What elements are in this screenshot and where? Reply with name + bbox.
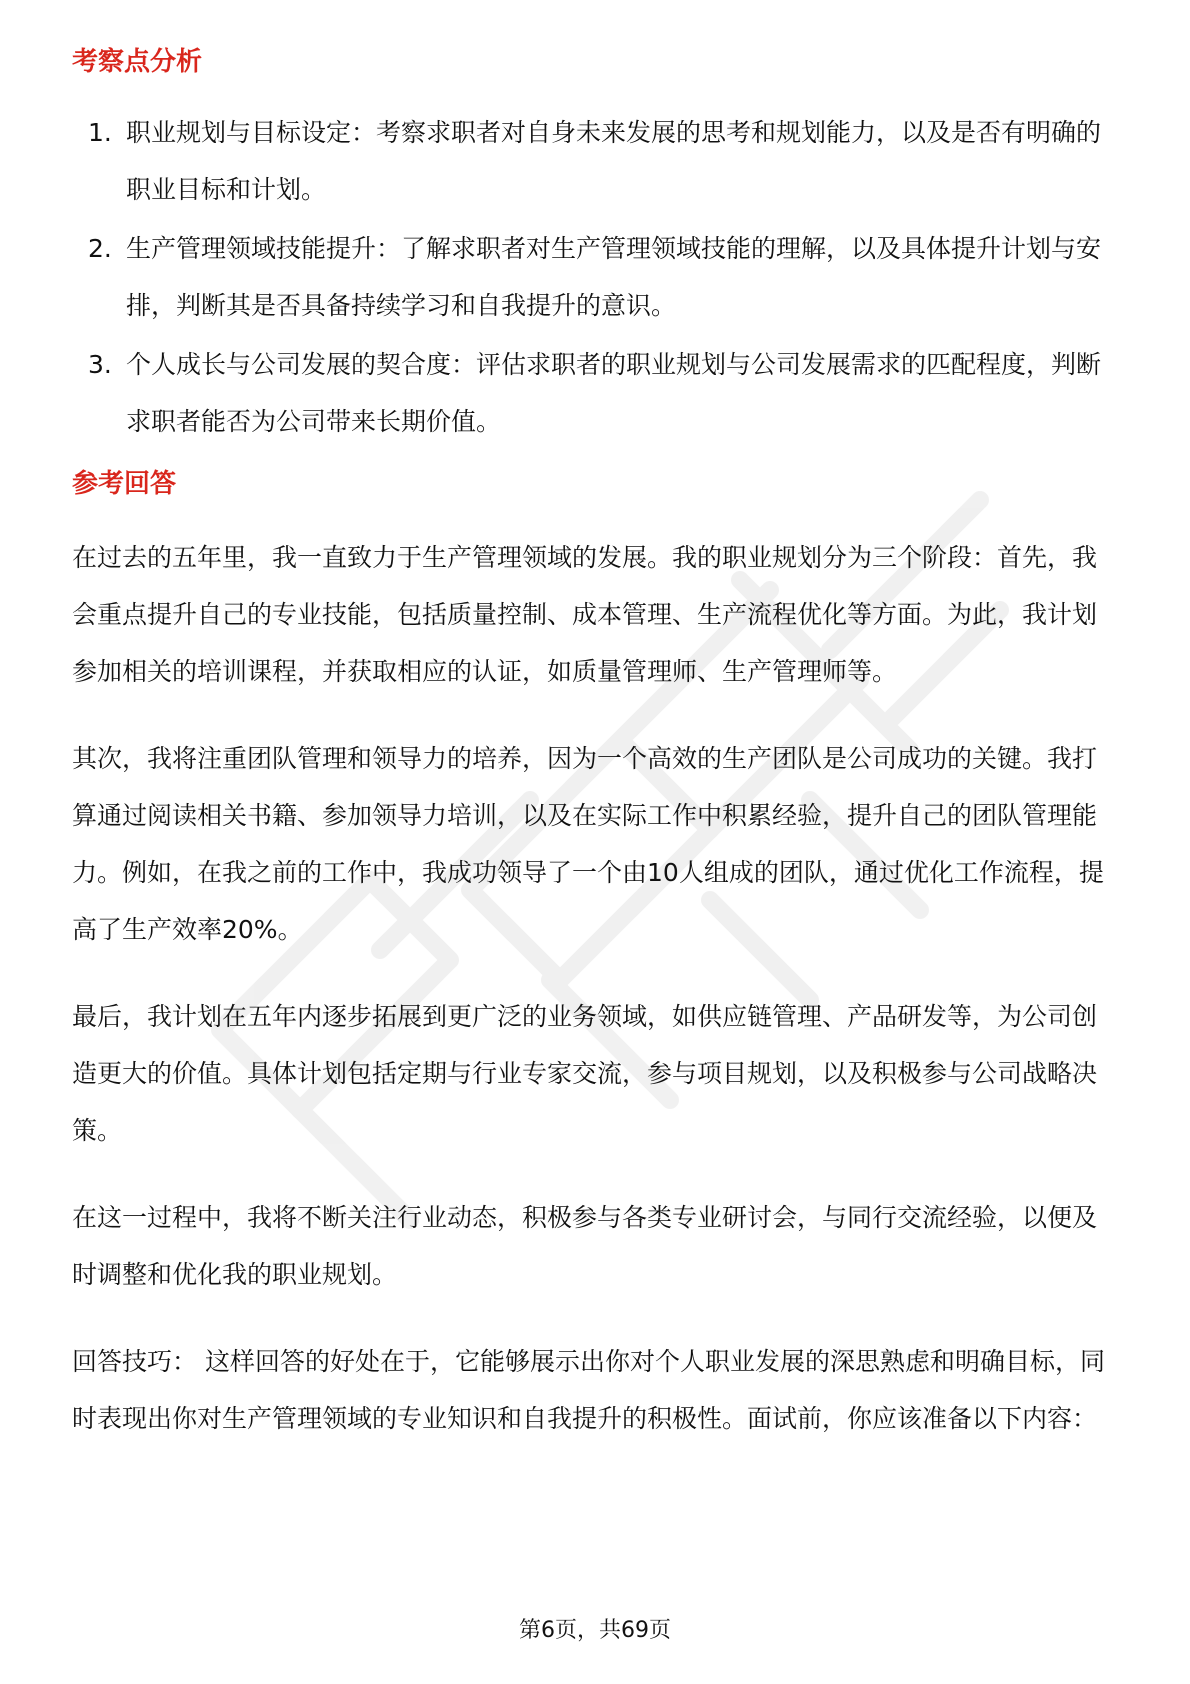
reference-paragraph: 最后，我计划在五年内逐步拓展到更广泛的业务领域，如供应链管理、产品研发等，为公司创造更大的价值。具体计划包括定期与行业专家交流，参与项目规划，以及积极参与公司战略决策。 [72, 1002, 1098, 1146]
reference-paragraph: 其次，我将注重团队管理和领导力的培养，因为一个高效的生产团队是公司成功的关键。我打算通过阅读相关书籍、参加领导力培训，以及在实际工作中积累经验，提升自己的团队管理能力。例如，在我之前的工作中，我成功领导了一个由10人组成的团队，通过优化工作流程，提高了生产效率20%。 [72, 744, 1104, 945]
reference-paragraph: 在过去的五年里，我一直致力于生产管理领域的发展。我的职业规划分为三个阶段：首先，我会重点提升自己的专业技能，包括质量控制、成本管理、生产流程优化等方面。为此，我计划参加相关的培训课程，并获取相应的认证，如质量管理师、生产管理师等。 [72, 543, 1098, 687]
analysis-list-number: 3. [88, 349, 112, 379]
analysis-list-number: 2. [88, 233, 112, 263]
reference-paragraph: 在这一过程中，我将不断关注行业动态，积极参与各类专业研讨会，与同行交流经验，以便及时调整和优化我的职业规划。 [72, 1203, 1098, 1290]
answer-tip-paragraph: 回答技巧： 这样回答的好处在于，它能够展示出你对个人职业发展的深思熟虑和明确目标，同时表现出你对生产管理领域的专业知识和自我提升的积极性。面试前，你应该准备以下内容： [72, 1347, 1105, 1434]
page-number: 第6页，共69页 [519, 1618, 671, 1643]
analysis-list-text: 职业规划与目标设定：考察求职者对自身未来发展的思考和规划能力，以及是否有明确的职业目标和计划。 [126, 117, 1102, 204]
analysis-list-number: 1. [88, 117, 112, 147]
analysis-list-item [72, 104, 1118, 218]
analysis-list-item [72, 336, 1118, 450]
analysis-list-text: 个人成长与公司发展的契合度：评估求职者的职业规划与公司发展需求的匹配程度，判断求职者能否为公司带来长期价值。 [126, 349, 1102, 436]
analysis-list-text: 生产管理领域技能提升：了解求职者对生产管理领域技能的理解，以及具体提升计划与安排，判断其是否具备持续学习和自我提升的意识。 [126, 233, 1102, 320]
analysis-list-item [72, 220, 1118, 334]
reference-section-title: 参考回答 [72, 468, 177, 499]
analysis-list [72, 104, 1118, 450]
main-content [72, 42, 1118, 1447]
analysis-section-title: 考察点分析 [72, 47, 203, 77]
